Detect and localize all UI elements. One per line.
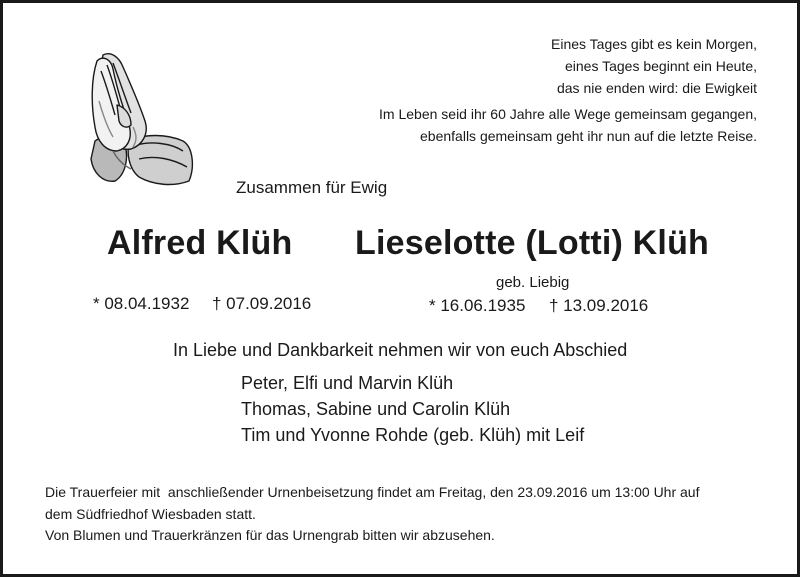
mourner-entry: Peter, Elfi und Marvin Klüh xyxy=(241,373,454,393)
poem xyxy=(551,33,757,99)
dedication xyxy=(379,103,757,147)
person-name-alfred: Alfred Klüh xyxy=(107,224,293,262)
birth-date-alfred: * 08.04.1932 xyxy=(93,294,190,313)
maiden-name: geb. Liebig xyxy=(496,274,570,291)
ceremony-line: dem Südfriedhof Wiesbaden statt. xyxy=(45,506,256,522)
mourner-entry: Tim und Yvonne Rohde (geb. Klüh) mit Leif xyxy=(241,425,585,445)
flowers-note: Von Blumen und Trauerkränzen für das Urnengrab bitten wir abzusehen. xyxy=(45,527,495,543)
praying-hands-icon xyxy=(73,41,198,191)
poem-line: eines Tages beginnt ein Heute, xyxy=(565,58,757,74)
motto: Zusammen für Ewig xyxy=(236,178,388,197)
dedication-line: ebenfalls gemeinsam geht ihr nun auf die letzte Reise. xyxy=(420,128,757,144)
death-date-alfred: † 07.09.2016 xyxy=(212,294,312,313)
birth-date-lieselotte: * 16.06.1935 xyxy=(429,296,526,315)
person-name-lieselotte: Lieselotte (Lotti) Klüh xyxy=(355,224,710,262)
dedication-line: Im Leben seid ihr 60 Jahre alle Wege gemeinsam gegangen, xyxy=(379,106,757,122)
poem-line: Eines Tages gibt es kein Morgen, xyxy=(551,36,757,52)
death-date-lieselotte: † 13.09.2016 xyxy=(549,296,649,315)
farewell-text: In Liebe und Dankbarkeit nehmen wir von euch Abschied xyxy=(173,340,628,360)
mourners-list xyxy=(241,370,584,448)
ceremony-line: Die Trauerfeier mit anschließender Urnenbeisetzung findet am Freitag, den 23.09.2016 um 13:00 Uhr auf xyxy=(45,484,700,500)
ceremony-info xyxy=(45,481,699,525)
mourner-entry: Thomas, Sabine und Carolin Klüh xyxy=(241,399,511,419)
poem-line: das nie enden wird: die Ewigkeit xyxy=(556,80,757,96)
